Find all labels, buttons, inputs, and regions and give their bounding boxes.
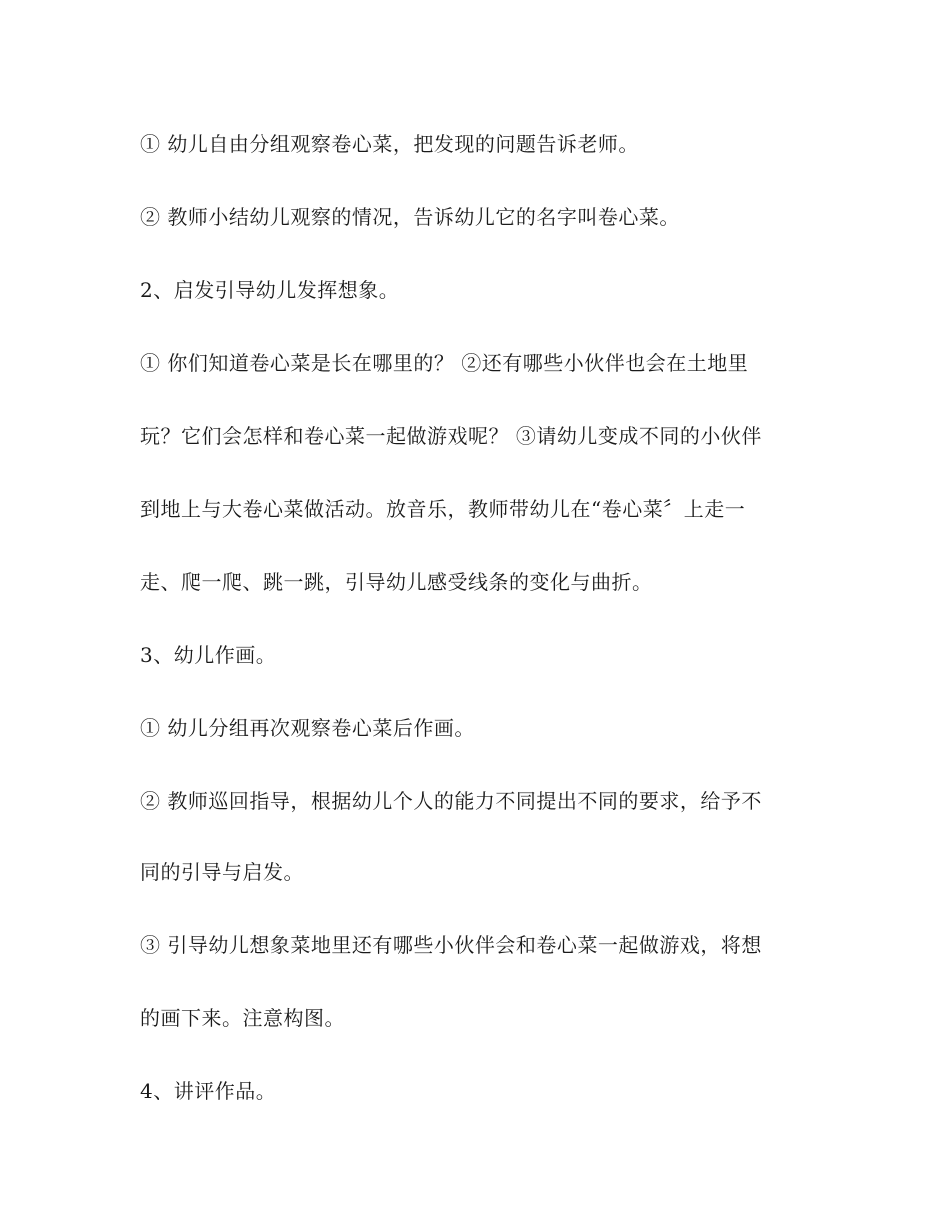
paragraph-line: 到地上与大卷心菜做活动。放音乐，教师带幼儿在“卷心菜〞上走一	[140, 497, 746, 521]
paragraph-line: 的画下来。注意构图。	[140, 1006, 345, 1030]
section-heading: 4、讲评作品。	[140, 1079, 277, 1103]
section-heading: 2、启发引导幼儿发挥想象。	[140, 278, 400, 302]
section-heading: 3、幼儿作画。	[140, 643, 277, 667]
paragraph-line: ③ 引导幼儿想象菜地里还有哪些小伙伴会和卷心菜一起做游戏，将想	[140, 933, 762, 957]
paragraph-line: ① 你们知道卷心菜是长在哪里的？ ②还有哪些小伙伴也会在土地里	[140, 351, 749, 375]
paragraph-line: ② 教师巡回指导，根据幼儿个人的能力不同提出不同的要求，给予不	[140, 789, 762, 813]
paragraph-line: ① 幼儿分组再次观察卷心菜后作画。	[140, 716, 475, 740]
paragraph-line: ① 幼儿自由分组观察卷心菜，把发现的问题告诉老师。	[140, 132, 639, 156]
paragraph-line: ② 教师小结幼儿观察的情况，告诉幼儿它的名字叫卷心菜。	[140, 205, 680, 229]
paragraph-line: 走、爬一爬、跳一跳，引导幼儿感受线条的变化与曲折。	[140, 570, 653, 594]
paragraph-line: 玩？它们会怎样和卷心菜一起做游戏呢？ ③请幼儿变成不同的小伙伴	[140, 424, 762, 448]
paragraph-line: 同的引导与启发。	[140, 860, 304, 884]
